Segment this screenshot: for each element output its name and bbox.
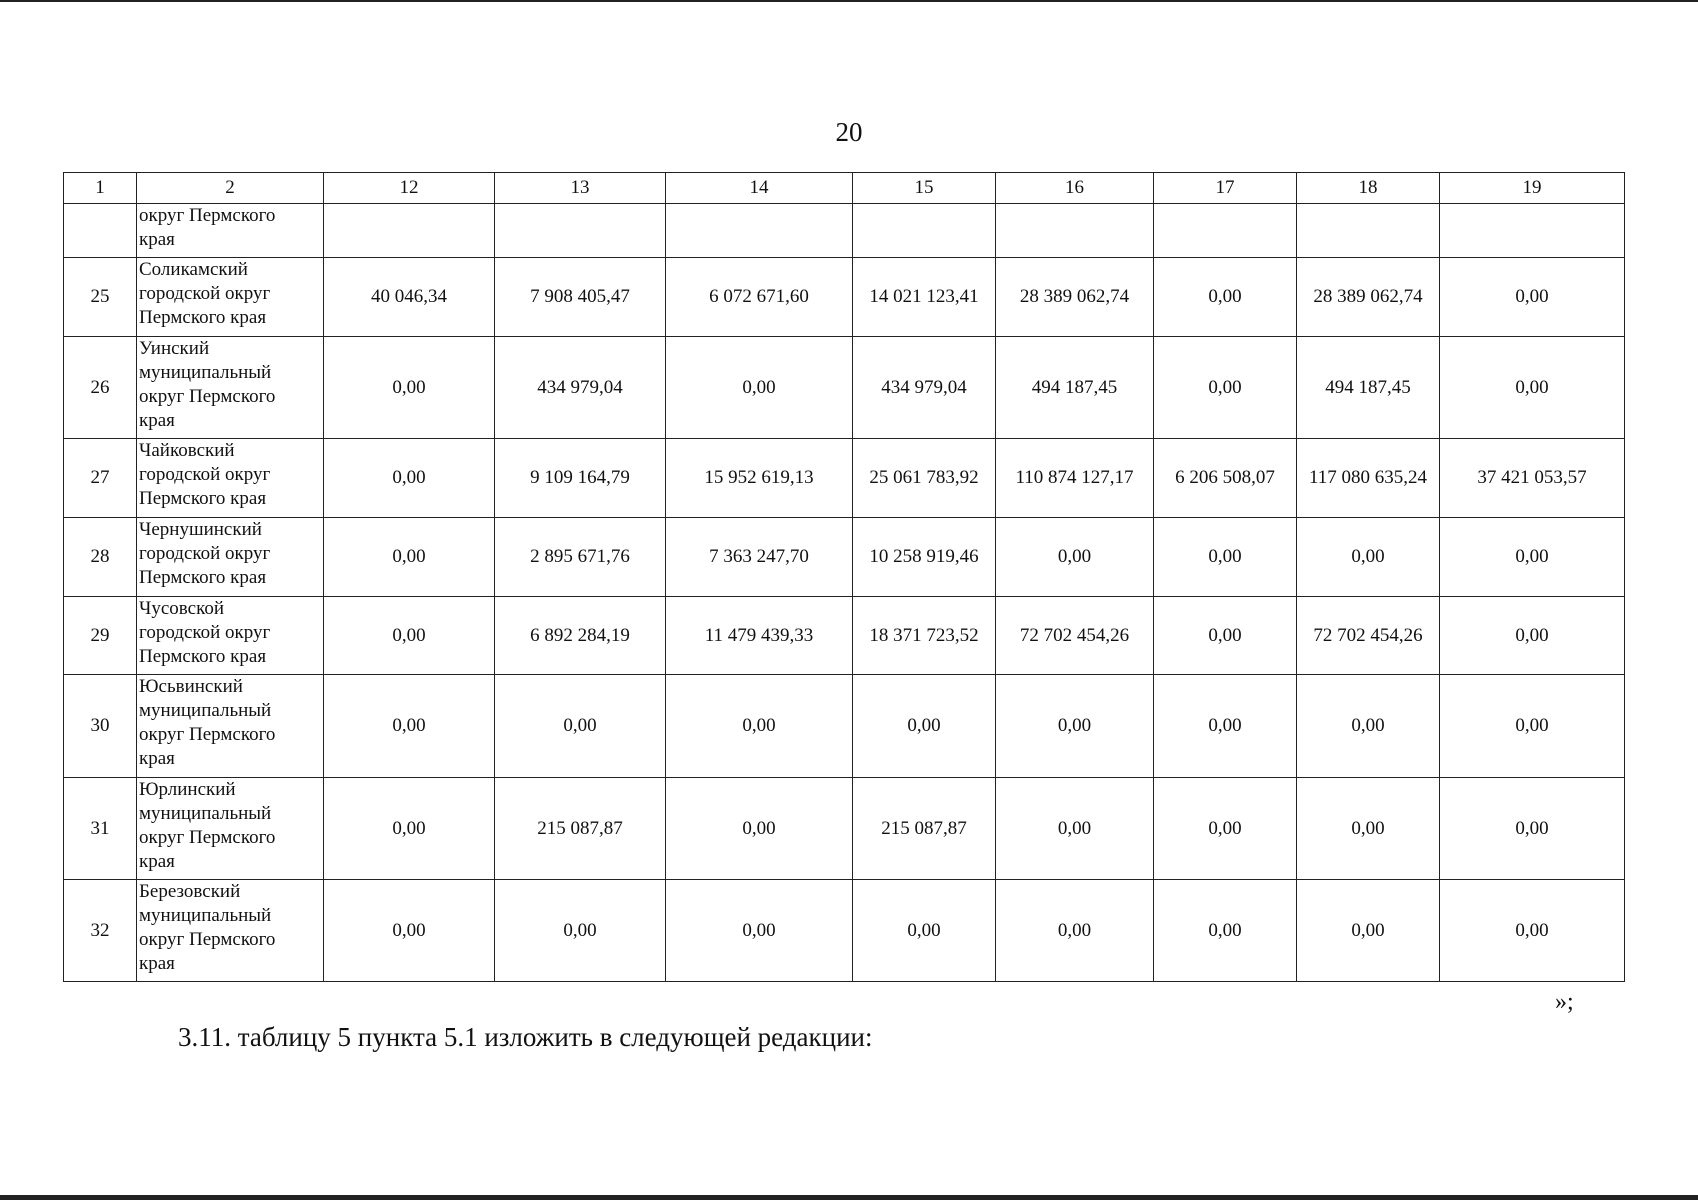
column-number: 2 bbox=[137, 173, 324, 204]
name-line: городской округ bbox=[139, 464, 271, 485]
value-cell: 0,00 bbox=[495, 880, 666, 982]
value-cell: 10 258 919,46 bbox=[853, 518, 996, 597]
name-line: округ Пермского bbox=[139, 827, 276, 848]
name-line: округ Пермского bbox=[139, 929, 276, 950]
value-cell: 0,00 bbox=[1440, 518, 1625, 597]
value-cell: 0,00 bbox=[324, 778, 495, 880]
name-line: Чернушинский bbox=[139, 519, 262, 540]
value-cell: 0,00 bbox=[1154, 337, 1297, 439]
scan-edge-top bbox=[0, 0, 1698, 2]
table-row bbox=[64, 337, 1625, 439]
value-cell: 0,00 bbox=[1440, 880, 1625, 982]
value-cell: 25 061 783,92 bbox=[853, 439, 996, 518]
value-cell: 0,00 bbox=[324, 597, 495, 675]
value-cell: 0,00 bbox=[1297, 675, 1440, 778]
value-cell: 6 892 284,19 bbox=[495, 597, 666, 675]
value-cell: 434 979,04 bbox=[495, 337, 666, 439]
value-cell: 215 087,87 bbox=[853, 778, 996, 880]
value-cell: 18 371 723,52 bbox=[853, 597, 996, 675]
value-cell: 0,00 bbox=[666, 675, 853, 778]
name-line: городской округ bbox=[139, 543, 271, 564]
value-cell: 0,00 bbox=[324, 439, 495, 518]
value-cell: 40 046,34 bbox=[324, 258, 495, 337]
value-cell: 2 895 671,76 bbox=[495, 518, 666, 597]
municipality-name bbox=[137, 675, 324, 778]
row-number: 26 bbox=[64, 337, 137, 439]
value-cell: 28 389 062,74 bbox=[1297, 258, 1440, 337]
column-number: 17 bbox=[1154, 173, 1297, 204]
value-cell: 7 363 247,70 bbox=[666, 518, 853, 597]
name-line: муниципальный bbox=[139, 905, 272, 926]
value-cell: 0,00 bbox=[1154, 518, 1297, 597]
value-cell: 434 979,04 bbox=[853, 337, 996, 439]
value-cell: 0,00 bbox=[324, 518, 495, 597]
value-cell bbox=[1440, 204, 1625, 258]
municipality-name bbox=[137, 337, 324, 439]
value-cell: 0,00 bbox=[853, 880, 996, 982]
value-cell: 0,00 bbox=[1154, 675, 1297, 778]
value-cell: 14 021 123,41 bbox=[853, 258, 996, 337]
value-cell: 0,00 bbox=[996, 675, 1154, 778]
value-cell bbox=[1297, 204, 1440, 258]
table-row bbox=[64, 439, 1625, 518]
name-line: Юрлинский bbox=[139, 779, 236, 800]
value-cell: 0,00 bbox=[1297, 880, 1440, 982]
table-row bbox=[64, 778, 1625, 880]
value-cell: 0,00 bbox=[1154, 597, 1297, 675]
column-number: 1 bbox=[64, 173, 137, 204]
value-cell: 0,00 bbox=[1440, 258, 1625, 337]
municipality-name bbox=[137, 880, 324, 982]
value-cell: 0,00 bbox=[324, 880, 495, 982]
value-cell: 0,00 bbox=[1440, 675, 1625, 778]
municipality-name bbox=[137, 518, 324, 597]
name-line: Березовский bbox=[139, 881, 241, 902]
scan-edge-bottom bbox=[0, 1195, 1698, 1200]
row-number: 29 bbox=[64, 597, 137, 675]
name-line: городской округ bbox=[139, 622, 271, 643]
value-cell bbox=[853, 204, 996, 258]
name-line: края bbox=[139, 851, 175, 872]
value-cell: 0,00 bbox=[666, 337, 853, 439]
name-line: Пермского края bbox=[139, 307, 267, 328]
value-cell bbox=[1154, 204, 1297, 258]
value-cell: 15 952 619,13 bbox=[666, 439, 853, 518]
value-cell: 6 072 671,60 bbox=[666, 258, 853, 337]
column-number: 15 bbox=[853, 173, 996, 204]
value-cell: 0,00 bbox=[324, 337, 495, 439]
table-row bbox=[64, 204, 1625, 258]
name-line: Чайковский bbox=[139, 440, 235, 461]
table-row bbox=[64, 675, 1625, 778]
value-cell: 0,00 bbox=[1154, 778, 1297, 880]
value-cell: 0,00 bbox=[853, 675, 996, 778]
value-cell: 0,00 bbox=[1154, 258, 1297, 337]
budget-table bbox=[63, 172, 1625, 982]
value-cell: 0,00 bbox=[1440, 597, 1625, 675]
name-line: округ Пермского bbox=[139, 386, 276, 407]
value-cell: 0,00 bbox=[666, 778, 853, 880]
row-number: 28 bbox=[64, 518, 137, 597]
value-cell: 9 109 164,79 bbox=[495, 439, 666, 518]
column-number-row bbox=[64, 173, 1625, 204]
value-cell: 0,00 bbox=[1440, 337, 1625, 439]
value-cell: 0,00 bbox=[495, 675, 666, 778]
table-row bbox=[64, 880, 1625, 982]
name-line: края bbox=[139, 953, 175, 974]
value-cell: 28 389 062,74 bbox=[996, 258, 1154, 337]
municipality-name bbox=[137, 597, 324, 675]
name-line: Пермского края bbox=[139, 567, 267, 588]
value-cell: 0,00 bbox=[1440, 778, 1625, 880]
municipality-name bbox=[137, 258, 324, 337]
row-number bbox=[64, 204, 137, 258]
municipality-name bbox=[137, 204, 324, 258]
column-number: 18 bbox=[1297, 173, 1440, 204]
value-cell: 117 080 635,24 bbox=[1297, 439, 1440, 518]
name-line: Пермского края bbox=[139, 646, 267, 667]
value-cell bbox=[324, 204, 495, 258]
value-cell: 72 702 454,26 bbox=[996, 597, 1154, 675]
name-line: округ Пермского bbox=[139, 205, 276, 226]
table-row bbox=[64, 597, 1625, 675]
value-cell bbox=[996, 204, 1154, 258]
name-line: муниципальный bbox=[139, 803, 272, 824]
name-line: Соликамский bbox=[139, 259, 248, 280]
page-number: 20 bbox=[835, 117, 863, 147]
municipality-name bbox=[137, 439, 324, 518]
row-number: 30 bbox=[64, 675, 137, 778]
column-number: 13 bbox=[495, 173, 666, 204]
table-row bbox=[64, 518, 1625, 597]
value-cell: 0,00 bbox=[996, 518, 1154, 597]
value-cell: 37 421 053,57 bbox=[1440, 439, 1625, 518]
name-line: Пермского края bbox=[139, 488, 267, 509]
name-line: Уинский bbox=[139, 338, 210, 359]
value-cell: 11 479 439,33 bbox=[666, 597, 853, 675]
value-cell: 494 187,45 bbox=[996, 337, 1154, 439]
name-line: Чусовской bbox=[139, 598, 225, 619]
value-cell: 7 908 405,47 bbox=[495, 258, 666, 337]
value-cell: 110 874 127,17 bbox=[996, 439, 1154, 518]
value-cell: 6 206 508,07 bbox=[1154, 439, 1297, 518]
value-cell: 0,00 bbox=[996, 778, 1154, 880]
value-cell: 0,00 bbox=[324, 675, 495, 778]
column-number: 14 bbox=[666, 173, 853, 204]
column-number: 16 bbox=[996, 173, 1154, 204]
name-line: Юсьвинский bbox=[139, 676, 243, 697]
name-line: края bbox=[139, 229, 175, 250]
name-line: края bbox=[139, 748, 175, 769]
row-number: 31 bbox=[64, 778, 137, 880]
municipality-name bbox=[137, 778, 324, 880]
name-line: муниципальный bbox=[139, 362, 272, 383]
row-number: 32 bbox=[64, 880, 137, 982]
column-number: 19 bbox=[1440, 173, 1625, 204]
value-cell: 0,00 bbox=[666, 880, 853, 982]
value-cell bbox=[666, 204, 853, 258]
amendment-instruction: 3.11. таблицу 5 пункта 5.1 изложить в следующей редакции: bbox=[178, 1022, 873, 1052]
value-cell: 0,00 bbox=[1297, 778, 1440, 880]
name-line: муниципальный bbox=[139, 700, 272, 721]
column-number: 12 bbox=[324, 173, 495, 204]
value-cell: 494 187,45 bbox=[1297, 337, 1440, 439]
value-cell bbox=[495, 204, 666, 258]
name-line: края bbox=[139, 410, 175, 431]
table-row bbox=[64, 258, 1625, 337]
value-cell: 0,00 bbox=[1154, 880, 1297, 982]
value-cell: 0,00 bbox=[996, 880, 1154, 982]
value-cell: 215 087,87 bbox=[495, 778, 666, 880]
name-line: городской округ bbox=[139, 283, 271, 304]
value-cell: 72 702 454,26 bbox=[1297, 597, 1440, 675]
value-cell: 0,00 bbox=[1297, 518, 1440, 597]
row-number: 27 bbox=[64, 439, 137, 518]
name-line: округ Пермского bbox=[139, 724, 276, 745]
row-number: 25 bbox=[64, 258, 137, 337]
closing-quote-mark: »; bbox=[1555, 989, 1574, 1015]
